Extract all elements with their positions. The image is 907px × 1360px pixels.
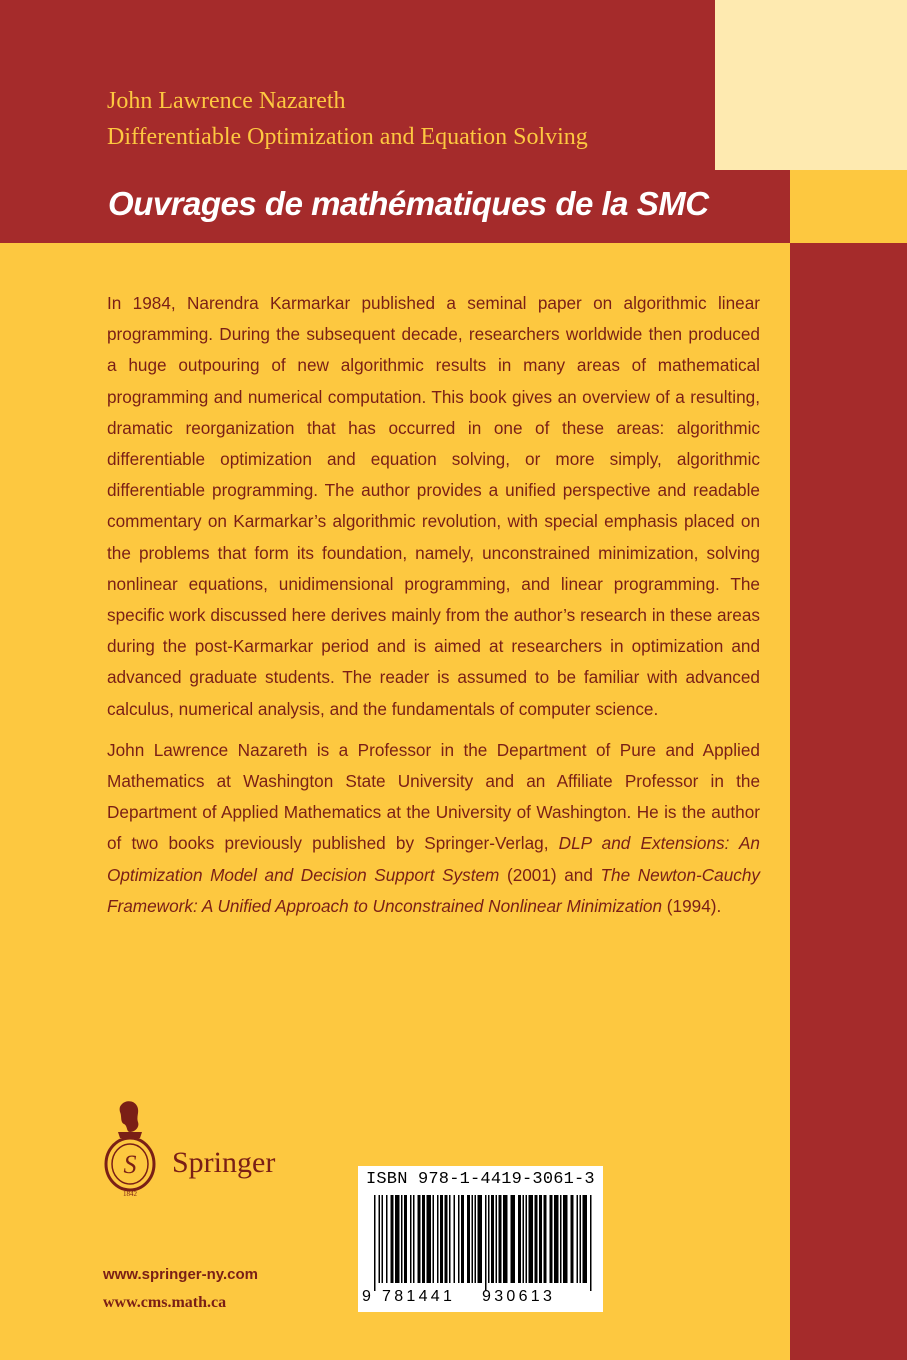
barcode-bar [535,1195,538,1283]
barcode-bar [374,1195,376,1291]
barcode-bar [475,1195,477,1283]
ean-right-digits: 930613 [482,1288,556,1305]
barcode-bar [445,1195,448,1283]
svg-text:S: S [123,1150,137,1179]
barcode-bar [458,1195,460,1283]
barcode-bar [449,1195,451,1283]
publisher-name: Springer [172,1146,276,1179]
barcode-bar [499,1195,502,1283]
author-name: John Lawrence Nazareth [107,88,346,114]
ean-left-digits: 781441 [382,1288,456,1305]
barcode-bar [382,1195,384,1283]
barcode-bar [518,1195,521,1283]
barcode-bar [554,1195,559,1283]
barcode-bar [560,1195,562,1283]
barcode-bar [386,1195,388,1283]
barcode-bar [485,1195,487,1291]
barcode-bar [410,1195,412,1283]
right-band [790,243,907,1360]
book1-year: (2001) and [499,864,601,885]
barcode-bar [496,1195,498,1283]
springer-url[interactable]: www.springer-ny.com [103,1266,259,1283]
book1-title: DLP and Extensions: An Optimization Model and Decision Support System [107,833,760,885]
barcode-bar [437,1195,439,1283]
ean-first-digit: 9 [362,1288,371,1305]
barcode-bar [491,1195,494,1283]
springer-horse-logo [100,1098,160,1200]
barcode-bar [544,1195,547,1283]
barcode-bar [461,1195,464,1283]
series-title: Ouvrages de mathématiques de la SMC [108,185,709,222]
barcode-bar [550,1195,553,1283]
barcode-bar [580,1195,582,1283]
barcode-bar [413,1195,415,1283]
barcode-bar [395,1195,400,1283]
barcode-bar [577,1195,579,1283]
barcode-bar [523,1195,525,1283]
book2-year: (1994). [662,895,722,916]
barcode-bar [433,1195,435,1283]
back-cover-text [107,288,760,932]
barcode-bar [511,1195,516,1283]
barcode-bar [539,1195,542,1283]
barcode-bar [467,1195,470,1283]
barcode-bar [526,1195,528,1283]
corner-block-yellow [790,170,907,243]
barcode-bar [529,1195,534,1283]
barcode-bar [404,1195,407,1283]
barcode-bar [478,1195,483,1283]
barcode-bar [472,1195,474,1283]
svg-text:1842: 1842 [123,1190,137,1198]
cms-url[interactable]: www.cms.math.ca [103,1294,227,1311]
barcode-bar [571,1195,574,1283]
barcode-bar [427,1195,432,1283]
barcode-bar [391,1195,394,1283]
bio-intro: John Lawrence Nazareth is a Professor in the Department of Pure and Applied Mathematics at Washington State University and an Affiliate Professor in the Department of Applied Mathematics at the University of Washington. He is the author of two books previously published by Springer-Verlag, [107,739,760,854]
book2-title: The Newton-Cauchy Framework: A Unified Approach to Unconstrained Nonlinear Minimization [107,864,760,916]
author-bio-paragraph [107,735,760,922]
barcode-bar [503,1195,508,1283]
isbn-number: ISBN 978-1-4419-3061-3 [366,1170,595,1189]
barcode-bars [374,1195,596,1291]
barcode-bar [563,1195,568,1283]
barcode-bar [440,1195,443,1283]
corner-block-light [715,0,907,170]
description-paragraph: In 1984, Narendra Karmarkar published a seminal paper on algorithmic linear programming. During the subsequent decade, researchers worldwide then produced a huge outpouring of new algorithmic results in many areas of mathematical programming and numerical computation. This book gives an overview of a resulting, dramatic reorganization that has occurred in one of these areas: algorithmic differentiable optimization and equation solving, or more simply, algorithmic differentiable programming. The author provides a unified perspective and readable commentary on Karmarkar’s algorithmic revolution, with special emphasis placed on the problems that form its foundation, namely, unconstrained minimization, solving nonlinear equations, unidimensional programming, and linear programming. The specific work discussed here derives mainly from the author’s research in these areas during the post-Karmarkar period and is aimed at researchers in optimization and advanced graduate students. The reader is assumed to be familiar with advanced calculus, numerical analysis, and the fundamentals of computer science. [107,293,760,719]
barcode-bar [454,1195,456,1283]
barcode-bar [583,1195,588,1283]
barcode-bar [488,1195,490,1283]
barcode-bar [401,1195,403,1283]
book-title: Differentiable Optimization and Equation Solving [107,124,588,150]
barcode-bar [422,1195,425,1283]
barcode-bar [418,1195,421,1283]
barcode-bar [590,1195,592,1291]
barcode-bar [379,1195,381,1283]
